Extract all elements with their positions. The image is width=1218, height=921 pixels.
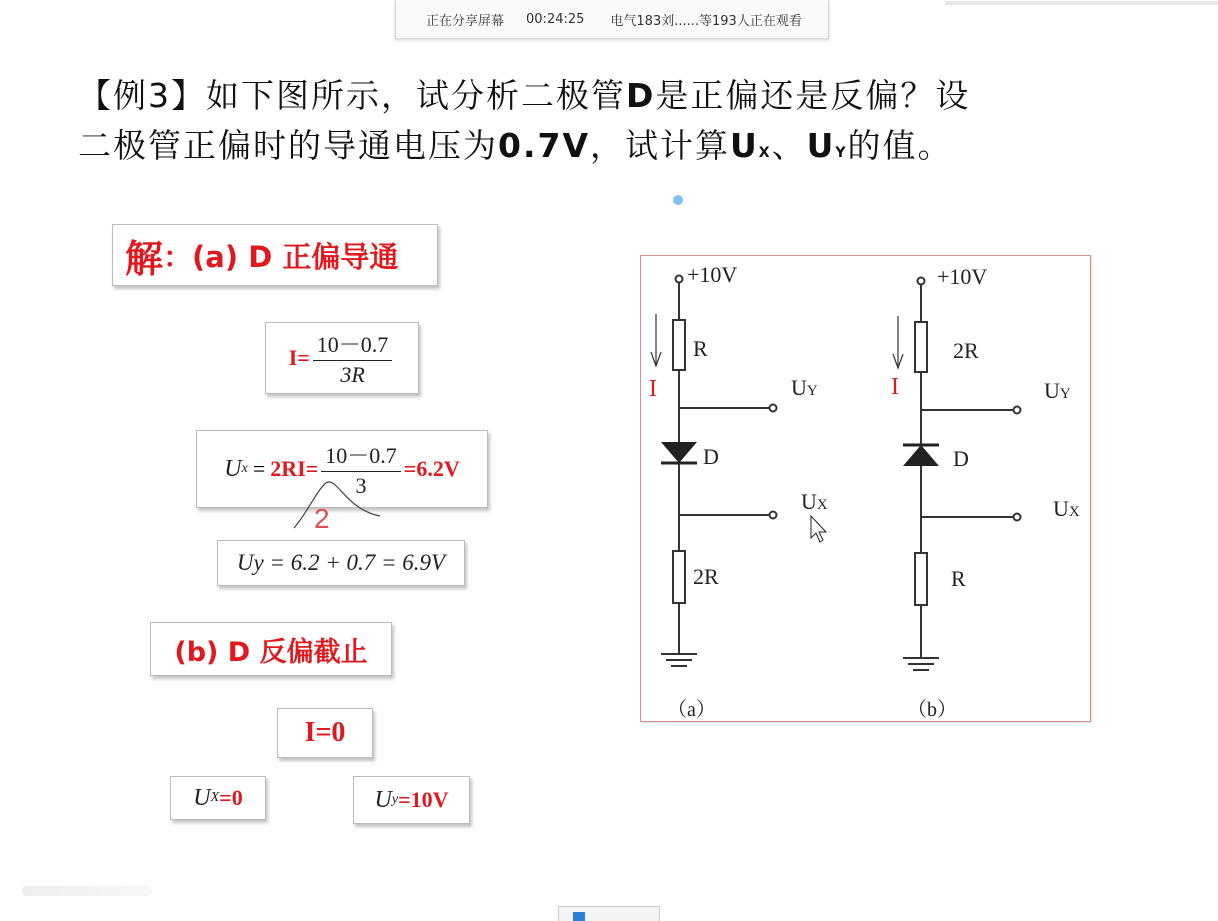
current-label-a: I bbox=[649, 376, 657, 402]
problem-text: 二极管正偏时的导通电压为 bbox=[78, 126, 498, 165]
resistor-a-bottom-label: 2R bbox=[693, 564, 719, 589]
screen-share-bar[interactable] bbox=[395, 0, 829, 39]
problem-text: ，试计算 bbox=[590, 126, 730, 165]
problem-text: 、 bbox=[771, 126, 807, 165]
problem-subscript: Y bbox=[835, 145, 848, 161]
diode-label-b: D bbox=[953, 446, 969, 471]
eq-b-i: I=0 bbox=[304, 717, 346, 748]
share-timer: 00:24:25 bbox=[526, 11, 585, 27]
diode-a-icon bbox=[661, 442, 697, 463]
share-status: 正在分享屏幕 bbox=[426, 13, 505, 29]
diode-label-a: D bbox=[703, 444, 719, 469]
solution-b-heading bbox=[150, 622, 392, 676]
solution-a-heading bbox=[112, 224, 438, 286]
circuit-a-caption: （a） bbox=[667, 699, 716, 721]
eq-i-lhs: I= bbox=[288, 345, 310, 370]
eq-b-uy-sub: y bbox=[391, 792, 399, 807]
equation-b-uy bbox=[353, 776, 470, 824]
resistor-b-bottom-label: R bbox=[951, 566, 966, 591]
problem-text: 【例3】如下图所示，试分析二极管 bbox=[78, 76, 626, 115]
solution-label: 解 bbox=[125, 236, 164, 281]
handwritten-annotation bbox=[290, 476, 390, 536]
equation-b-ux bbox=[170, 776, 266, 820]
eq-b-uy-u: U bbox=[374, 786, 392, 813]
eq-ux-mid: 2RI= bbox=[270, 456, 319, 481]
problem-text: U bbox=[806, 126, 836, 165]
eq-ux-subscript: x bbox=[241, 461, 248, 476]
circuit-b-caption: （b） bbox=[907, 699, 957, 721]
problem-subscript: X bbox=[758, 145, 772, 161]
equation-current bbox=[265, 322, 419, 394]
problem-text: 是正偏还是反偏？设 bbox=[655, 76, 971, 115]
window-top-edge bbox=[945, 1, 1218, 5]
circuit-diagram bbox=[640, 255, 1091, 722]
eq-b-uy-val: =10V bbox=[398, 787, 449, 812]
eq-ux-denominator: 3 bbox=[355, 473, 367, 498]
viewer-count[interactable]: 电气183刘......等193人正在观看 bbox=[610, 13, 802, 29]
eq-i-fraction bbox=[313, 328, 393, 388]
ux-label-a: UX bbox=[801, 489, 828, 514]
supply-label-a: +10V bbox=[687, 262, 738, 287]
uy-label-b: UY bbox=[1044, 378, 1071, 403]
problem-text: U bbox=[730, 126, 759, 165]
equation-b-current bbox=[277, 708, 373, 758]
eq-ux-result: =6.2V bbox=[403, 456, 460, 481]
problem-line-2 bbox=[78, 120, 953, 167]
solution-b-title: (b) D 反偏截止 bbox=[174, 636, 368, 668]
eq-ux-equals: = bbox=[252, 456, 266, 481]
supply-label-b: +10V bbox=[937, 264, 988, 289]
faded-taskbar-area bbox=[22, 886, 152, 896]
annotation-digit: 2 bbox=[314, 503, 330, 534]
eq-ux-u: U bbox=[224, 455, 242, 482]
pointer-dot bbox=[673, 195, 683, 205]
problem-text: 的值。 bbox=[847, 126, 953, 165]
solution-a-title: ：(a) D 正偏导通 bbox=[163, 239, 399, 274]
eq-b-ux-u: U bbox=[193, 784, 211, 811]
problem-text: D bbox=[626, 76, 656, 115]
current-label-b: I bbox=[891, 374, 899, 400]
resistor-a-top-label: R bbox=[693, 336, 708, 361]
bottom-panel-tab[interactable] bbox=[558, 906, 660, 921]
eq-i-denominator: 3R bbox=[340, 362, 365, 387]
equation-uy bbox=[217, 540, 465, 586]
ux-label-b: UX bbox=[1053, 496, 1080, 521]
circuit-svg bbox=[641, 256, 1090, 721]
diode-b-icon bbox=[903, 445, 939, 466]
problem-text: 0.7V bbox=[498, 126, 590, 165]
eq-b-ux-val: =0 bbox=[219, 785, 243, 810]
eq-b-ux-sub: X bbox=[210, 790, 220, 805]
uy-label-a: UY bbox=[791, 375, 818, 400]
mouse-cursor-icon bbox=[811, 516, 826, 542]
eq-uy-text: Uy = 6.2 + 0.7 = 6.9V bbox=[236, 550, 446, 575]
problem-line-1 bbox=[78, 70, 970, 117]
eq-i-numerator: 10－0.7 bbox=[313, 328, 393, 361]
resistor-b-top-label: 2R bbox=[953, 338, 979, 363]
eq-ux-numerator: 10－0.7 bbox=[321, 439, 401, 472]
